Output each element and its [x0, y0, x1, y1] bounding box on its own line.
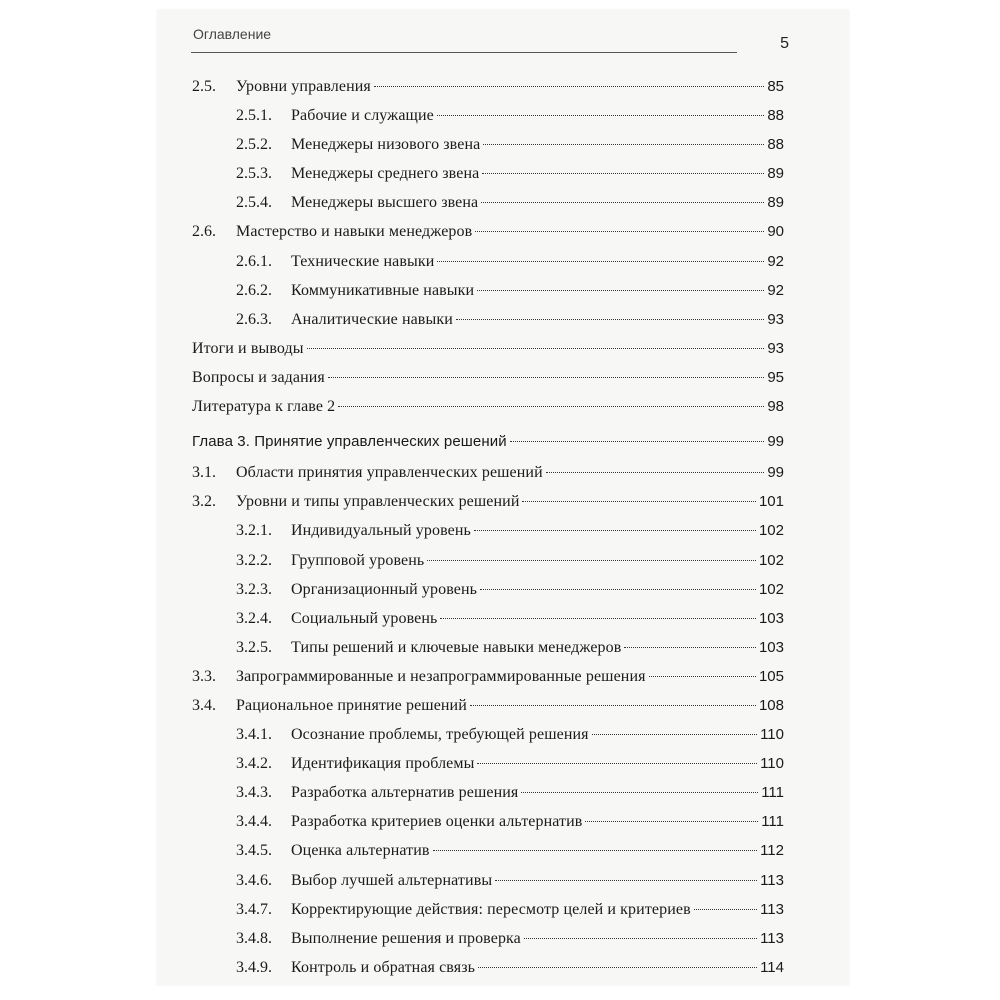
- toc-entry-title: Вопросы и задания: [192, 368, 325, 386]
- book-page: [157, 10, 849, 985]
- toc-entry-title: Разработка критериев оценки альтернатив: [291, 813, 583, 831]
- toc-entry-title: Оценка альтернатив: [291, 842, 430, 860]
- toc-entry-number: 3.4.8.: [236, 929, 272, 947]
- dot-leader: [478, 967, 757, 968]
- toc-entry[interactable]: [192, 363, 784, 392]
- dot-leader: [456, 319, 764, 320]
- toc-entry-page: 111: [761, 813, 784, 831]
- toc-entry-title: Корректирующие действия: пересмотр целей и критериев: [291, 900, 691, 918]
- running-title: Оглавление: [193, 26, 272, 42]
- toc-entry-title: Типы решений и ключевые навыки менеджеров: [291, 638, 622, 656]
- toc-entry-number: 2.5.2.: [236, 136, 272, 154]
- toc-entry-title: Идентификация проблемы: [291, 755, 475, 773]
- toc-entry-number: 2.5.: [192, 78, 216, 95]
- dot-leader: [477, 290, 764, 291]
- toc-entry[interactable]: [192, 427, 784, 456]
- toc-entry-number: 3.4.1.: [236, 726, 272, 744]
- toc-entry-page: 99: [767, 433, 784, 451]
- toc-entry-title: Социальный уровень: [291, 609, 438, 627]
- toc-entry-title: Выполнение решения и проверка: [291, 929, 521, 947]
- dot-leader: [437, 261, 764, 262]
- toc-entry-page: 113: [760, 871, 784, 889]
- toc-entry[interactable]: [192, 749, 784, 778]
- toc-entry-page: 108: [758, 696, 784, 714]
- dot-leader: [521, 792, 758, 793]
- toc-entry-page: 102: [758, 522, 784, 540]
- dot-leader: [495, 880, 757, 881]
- toc-entry[interactable]: [192, 392, 784, 421]
- dot-leader: [427, 560, 756, 561]
- toc-entry-number: 3.4.6.: [236, 871, 272, 889]
- dot-leader: [592, 734, 757, 735]
- toc-entry-title: Менеджеры высшего звена: [291, 194, 479, 212]
- toc-entry-title: Литература к главе 2: [192, 398, 336, 416]
- toc-entry[interactable]: [192, 516, 784, 545]
- toc-entry-number: 3.2.2.: [236, 551, 272, 569]
- toc-entry-number: 3.3.: [192, 667, 216, 685]
- toc-entry-page: 101: [758, 493, 784, 511]
- toc-entry-title: Групповой уровень: [291, 551, 425, 569]
- toc-entry-page: 111: [761, 784, 784, 802]
- toc-entry-number: 2.5.1.: [236, 107, 272, 125]
- dot-leader: [474, 530, 756, 531]
- toc-entry[interactable]: [192, 159, 784, 188]
- toc-entry-number: 3.4.5.: [236, 842, 272, 860]
- toc-entry[interactable]: [192, 575, 784, 604]
- toc-entry-title: Организационный уровень: [291, 580, 478, 598]
- dot-leader: [481, 202, 764, 203]
- toc-entry[interactable]: [192, 72, 784, 101]
- toc-entry[interactable]: [192, 720, 784, 749]
- toc-entry-number: 2.5.4.: [236, 194, 272, 212]
- toc-entry-number: 3.4.2.: [236, 755, 272, 773]
- dot-leader: [624, 647, 756, 648]
- toc-entry[interactable]: [192, 895, 784, 924]
- toc-entry[interactable]: [192, 188, 784, 217]
- toc-entry-title: Запрограммированные и незапрограммированные решения: [236, 667, 646, 685]
- toc-entry-title: Рабочие и служащие: [291, 107, 434, 125]
- toc-entry-number: 3.1.: [192, 464, 216, 482]
- dot-leader: [546, 472, 765, 473]
- toc-entry[interactable]: [192, 305, 784, 334]
- dot-leader: [477, 763, 757, 764]
- toc-entry-number: 3.2.3.: [236, 580, 272, 598]
- toc-entry[interactable]: [192, 247, 784, 276]
- toc-entry-title: Аналитические навыки: [291, 310, 453, 328]
- toc-entry-page: 88: [767, 136, 784, 154]
- toc-entry-number: 2.6.: [192, 223, 216, 241]
- toc-entry-page: 92: [767, 252, 784, 270]
- toc-entry-page: 89: [767, 165, 784, 183]
- dot-leader: [480, 589, 756, 590]
- toc-entry-title: Мастерство и навыки менеджеров: [236, 223, 473, 241]
- toc-entry-number: 3.2.4.: [236, 609, 272, 627]
- toc-entry[interactable]: [192, 487, 784, 516]
- toc-entry-page: 113: [760, 929, 784, 947]
- toc-entry-title: Технические навыки: [291, 252, 435, 270]
- toc-entry[interactable]: [192, 458, 784, 487]
- toc-entry[interactable]: [192, 130, 784, 159]
- toc-entry[interactable]: [192, 953, 784, 982]
- toc-entry-page: 102: [758, 580, 784, 598]
- toc-entry[interactable]: [192, 807, 784, 836]
- dot-leader: [482, 173, 764, 174]
- dot-leader: [338, 406, 764, 407]
- toc-entry-number: 2.6.1.: [236, 252, 272, 270]
- toc-entry-number: 3.4.3.: [236, 784, 272, 802]
- dot-leader: [649, 676, 756, 677]
- toc-entry-title: Контроль и обратная связь: [291, 958, 476, 976]
- toc-entry-title: Менеджеры низового звена: [291, 136, 481, 154]
- toc-entry-title: Индивидуальный уровень: [291, 522, 471, 540]
- toc-entry-number: 3.4.7.: [236, 900, 272, 918]
- toc-entry-page: 90: [767, 223, 784, 241]
- dot-leader: [437, 115, 764, 116]
- toc-entry-number: 2.6.2.: [236, 281, 272, 299]
- toc-entry-page: 114: [760, 958, 784, 976]
- dot-leader: [374, 86, 764, 87]
- toc-entry-number: 2.6.3.: [236, 310, 272, 328]
- toc-entry[interactable]: [192, 334, 784, 363]
- header-rule: [191, 52, 737, 53]
- toc-entry-page: 99: [767, 464, 784, 482]
- toc-entry-number: 3.2.1.: [236, 522, 272, 540]
- chapter-title: Глава 3. Принятие управленческих решений: [192, 433, 507, 451]
- toc-entry-page: 112: [760, 842, 784, 860]
- toc-entry-page: 93: [767, 310, 784, 328]
- toc-entry-page: 103: [758, 638, 784, 656]
- dot-leader: [470, 705, 756, 706]
- toc-entry-number: 3.2.: [192, 493, 216, 511]
- toc-entry-number: 3.2.5.: [236, 638, 272, 656]
- toc-entry-page: 110: [760, 726, 784, 744]
- toc-entry[interactable]: [192, 217, 784, 246]
- toc-entry-title: Области принятия управленческих решений: [236, 464, 543, 482]
- toc-entry-page: 98: [767, 398, 784, 416]
- toc-entry-title: Уровни управления: [236, 78, 371, 95]
- toc-entry-page: 110: [760, 755, 784, 773]
- toc-entry-page: 89: [767, 194, 784, 212]
- dot-leader: [585, 821, 758, 822]
- toc-entry-title: Выбор лучшей альтернативы: [291, 871, 493, 889]
- dot-leader: [328, 377, 764, 378]
- dot-leader: [475, 231, 764, 232]
- toc-entry[interactable]: [192, 924, 784, 953]
- toc-entry-title: Коммуникативные навыки: [291, 281, 475, 299]
- toc-entry[interactable]: [192, 101, 784, 130]
- toc-entry-title: Рациональное принятие решений: [236, 696, 467, 714]
- toc-entry-page: 105: [758, 667, 784, 685]
- dot-leader: [524, 938, 757, 939]
- toc-entry-title: Итоги и выводы: [192, 339, 304, 357]
- toc-entry-number: 3.4.4.: [236, 813, 272, 831]
- toc-entry-page: 93: [767, 339, 784, 357]
- toc-entry-title: Осознание проблемы, требующей решения: [291, 726, 589, 744]
- dot-leader: [510, 441, 765, 442]
- toc-entry-page: 113: [760, 900, 784, 918]
- dot-leader: [440, 618, 756, 619]
- table-of-contents: [192, 72, 784, 982]
- toc-entry-page: 85: [767, 78, 784, 95]
- page-number: 5: [780, 35, 789, 52]
- toc-entry[interactable]: [192, 836, 784, 865]
- dot-leader: [522, 501, 755, 502]
- toc-entry[interactable]: [192, 633, 784, 662]
- toc-entry-page: 103: [758, 609, 784, 627]
- dot-leader: [483, 144, 764, 145]
- toc-entry[interactable]: [192, 662, 784, 691]
- toc-entry-page: 88: [767, 107, 784, 125]
- toc-entry[interactable]: [192, 546, 784, 575]
- toc-entry[interactable]: [192, 276, 784, 305]
- dot-leader: [433, 850, 757, 851]
- toc-entry[interactable]: [192, 691, 784, 720]
- toc-entry-page: 92: [767, 281, 784, 299]
- toc-entry-number: 3.4.9.: [236, 958, 272, 976]
- toc-entry-number: 3.4.: [192, 696, 216, 714]
- toc-entry-number: 2.5.3.: [236, 165, 272, 183]
- toc-entry-title: Разработка альтернатив решения: [291, 784, 519, 802]
- toc-entry[interactable]: [192, 866, 784, 895]
- toc-entry[interactable]: [192, 604, 784, 633]
- toc-entry[interactable]: [192, 778, 784, 807]
- dot-leader: [694, 909, 757, 910]
- toc-entry-page: 95: [767, 368, 784, 386]
- toc-entry-page: 102: [758, 551, 784, 569]
- dot-leader: [307, 348, 765, 349]
- toc-entry-title: Менеджеры среднего звена: [291, 165, 480, 183]
- toc-entry-title: Уровни и типы управленческих решений: [236, 493, 520, 511]
